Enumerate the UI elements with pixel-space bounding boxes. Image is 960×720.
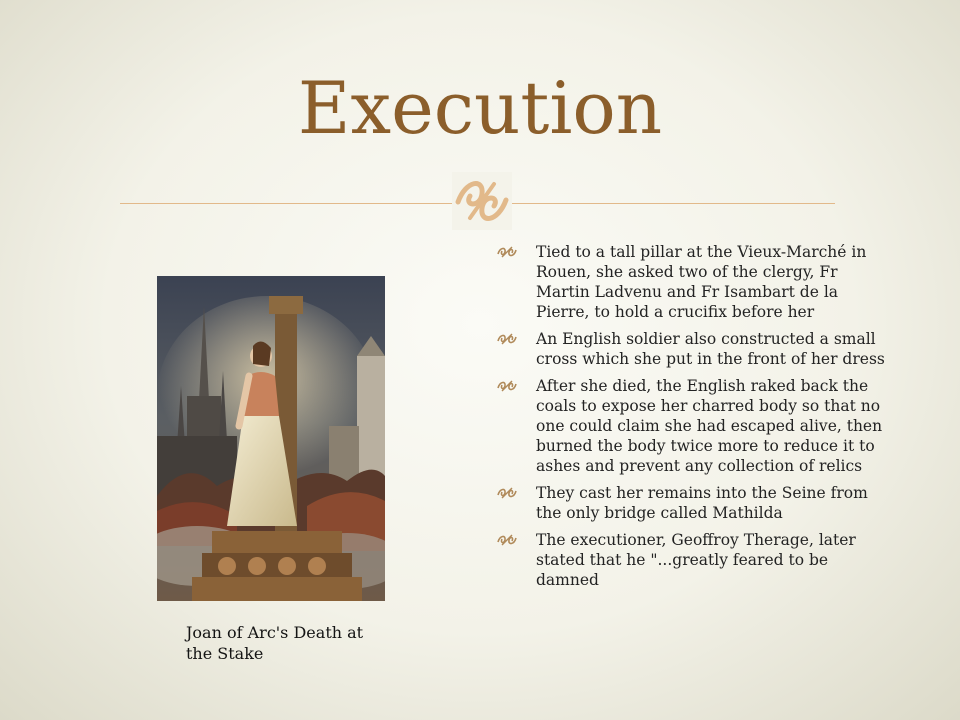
bullet-text: They cast her remains into the Seine from the only bridge called Mathilda	[536, 484, 868, 522]
flourish-bullet-icon	[496, 533, 518, 547]
list-item	[496, 242, 888, 322]
list-item	[496, 329, 888, 369]
slide-title: Execution	[297, 66, 663, 150]
list-item	[496, 530, 888, 590]
bullet-text: An English soldier also constructed a small cross which she put in the front of her dress	[536, 330, 885, 368]
list-item	[496, 483, 888, 523]
flourish-bullet-icon	[496, 332, 518, 346]
flourish-bullet-icon	[496, 379, 518, 393]
painting-image	[157, 276, 385, 601]
image-caption: Joan of Arc's Death at the Stake	[186, 623, 364, 663]
flourish-bullet-icon	[496, 245, 518, 259]
flourish-bullet-icon	[496, 486, 518, 500]
bullet-text: After she died, the English raked back the coals to expose her charred body so that no one could claim she had escaped alive, then burned the body twice more to reduce it to ashes and prevent any collection of relics	[536, 377, 883, 475]
bullet-text: Tied to a tall pillar at the Vieux-Marché in Rouen, she asked two of the clergy, Fr Martin Ladvenu and Fr Isambart de la Pierre, to hold a crucifix before her	[536, 243, 867, 321]
bullet-list	[496, 242, 888, 597]
bullet-text: The executioner, Geoffroy Therage, later stated that he "...greatly feared to be damned	[536, 531, 856, 589]
list-item	[496, 376, 888, 476]
flourish-ornament-icon	[452, 172, 512, 230]
